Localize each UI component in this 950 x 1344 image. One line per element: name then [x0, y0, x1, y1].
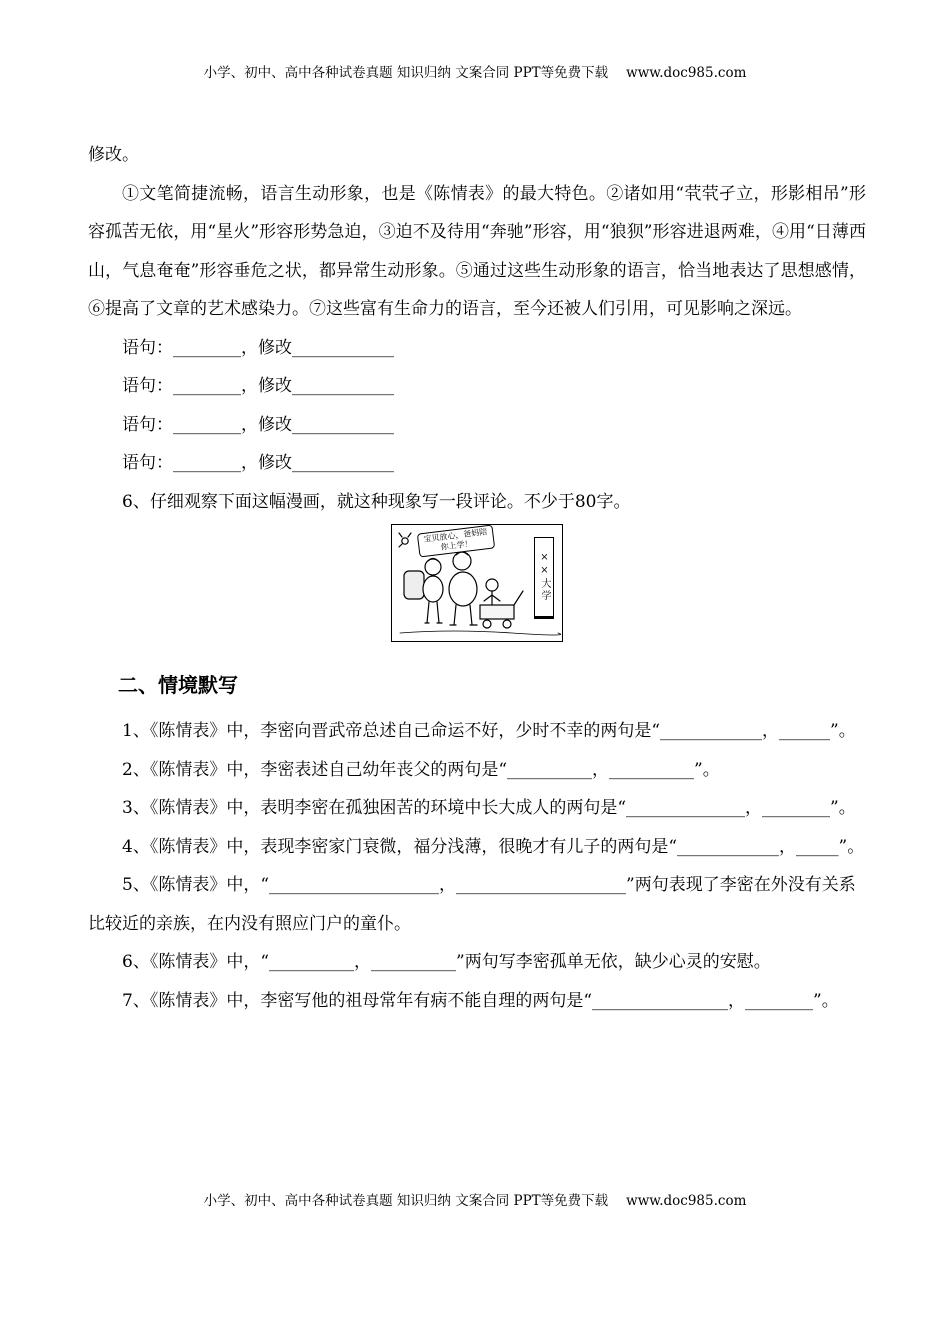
footer-text: 小学、初中、高中各种试卷真题 知识归纳 文案合同 PPT等免费下载	[203, 1193, 609, 1209]
question-item-4: 4、《陈情表》中，表现李密家门衰微，福分浅薄，很晚才有儿子的两句是“____________，_____”。	[122, 836, 865, 857]
question-item-7: 7、《陈情表》中，李密写他的祖母常年有病不能自理的两句是“________________，________”。	[122, 990, 839, 1011]
page-footer	[0, 1192, 950, 1210]
question-item-1: 1、《陈情表》中，李密向晋武帝总述自己命运不好，少时不幸的两句是“____________，______”。	[122, 721, 856, 741]
university-sign: ××大学	[534, 537, 554, 619]
question-item-6: 6、《陈情表》中，“__________，__________”两句写李密孤单无依，缺少心灵的安慰。	[122, 952, 771, 972]
question-item-5: 5、《陈情表》中，“____________________，____________________”两句表现了李密在外没有关系比较近的亲族，在内没有照应门户的童仆。	[88, 875, 856, 934]
question-item-2: 2、《陈情表》中，李密表述自己幼年丧父的两句是“__________，__________”。	[122, 759, 720, 780]
answer-line-2: 语句：________，修改____________	[122, 376, 394, 396]
page-header	[0, 64, 950, 82]
document-content	[88, 136, 866, 1020]
section-title: 二、情境默写	[118, 673, 238, 697]
question-6-prompt: 6、仔细观察下面这幅漫画，就这种现象写一段评论。不少于80字。	[122, 491, 631, 512]
passage-paragraph: ①文笔简捷流畅，语言生动形象，也是《陈情表》的最大特色。②诸如用“茕茕孑立，形影相吊”形容孤苦无依，用“星火”形容形势急迫，③迫不及待用“奔驰”形容，用“狼狈”形容进退两难，④用“日薄西山，气息奄奄”形容垂危之状，都异常生动形象。⑤通过这些生动形象的语言，恰当地表达了思想感情，⑥提高了文章的艺术感染力。⑦这些富有生命力的语言，至今还被人们引用，可见影响之深远。	[88, 183, 866, 319]
answer-line-4: 语句：________，修改____________	[122, 453, 394, 473]
answer-line-3: 语句：________，修改____________	[122, 414, 394, 435]
header-text: 小学、初中、高中各种试卷真题 知识归纳 文案合同 PPT等免费下载	[203, 65, 609, 81]
answer-line-1: 语句：________，修改____________	[122, 337, 394, 358]
cartoon-image	[391, 524, 563, 642]
header-url: www.doc985.com	[626, 65, 747, 81]
speech-bubble: 宝贝放心，爸妈陪你上学！	[417, 524, 495, 557]
carryover-line: 修改。	[88, 145, 139, 165]
question-item-3: 3、《陈情表》中，表明李密在孤独困苦的环境中长大成人的两句是“______________，________”。	[122, 798, 856, 818]
cartoon-container	[88, 524, 866, 642]
footer-url: www.doc985.com	[626, 1193, 747, 1209]
